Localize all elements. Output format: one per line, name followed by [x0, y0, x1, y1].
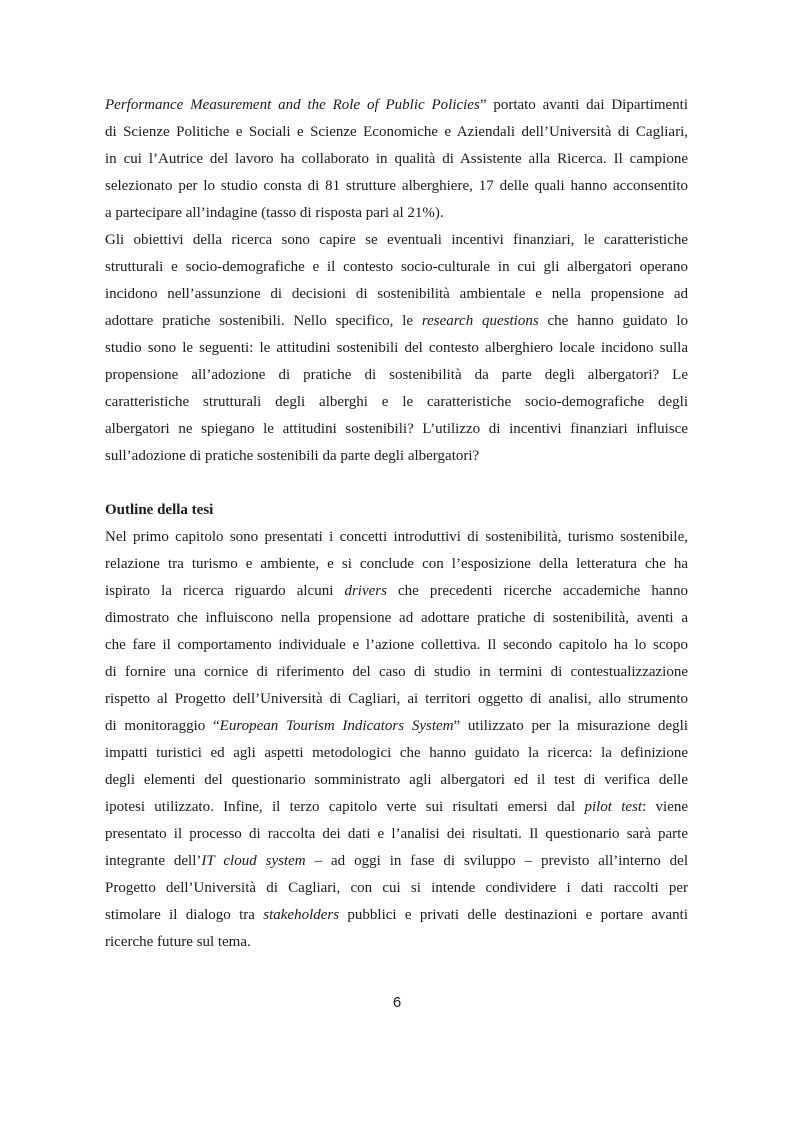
text-line: presentato il processo di raccolta dei dati e l’analisi dei risultati. Il questionario sarà parte	[105, 826, 688, 842]
text-line: Nel primo capitolo sono presentati i concetti introduttivi di sostenibilità, turismo sostenibile,	[105, 529, 688, 545]
text-line	[105, 848, 688, 875]
text-line	[105, 92, 688, 119]
text-span: ” utilizzato per la misurazione degli	[453, 718, 688, 734]
text-span: che precedenti ricerche accademiche hanno	[386, 583, 688, 599]
text-line: di fornire una cornice di riferimento del caso di studio in termini di contestualizzazione	[105, 664, 688, 680]
text-span: ” portato avanti dai Dipartimenti	[479, 97, 688, 113]
text-line: relazione tra turismo e ambiente, e si conclude con l’esposizione della letteratura che ha	[105, 556, 688, 572]
text-line: ricerche future sul tema.	[105, 934, 251, 950]
text-line: che fare il comportamento individuale e l’azione collettiva. Il secondo capitolo ha lo scopo	[105, 637, 688, 653]
text-line	[105, 902, 688, 929]
page-body	[105, 92, 688, 956]
text-line: caratteristiche strutturali degli alberghi e le caratteristiche socio-demografiche degli	[105, 394, 688, 410]
text-line: strutturali e socio-demografiche e il contesto socio-culturale in cui gli albergatori operano	[105, 259, 688, 275]
page-number: 6	[392, 994, 402, 1011]
italic-term: IT cloud system	[201, 853, 306, 869]
text-line	[105, 308, 688, 335]
text-span: ipotesi utilizzato. Infine, il terzo capitolo verte sui risultati emersi dal	[105, 799, 585, 815]
text-line: di Scienze Politiche e Sociali e Scienze Economiche e Aziendali dell’Università di Cagliari,	[105, 124, 688, 140]
text-line: studio sono le seguenti: le attitudini sostenibili del contesto alberghiero locale incidono sulla	[105, 340, 688, 356]
text-span: che hanno guidato lo	[538, 313, 688, 329]
text-span: adottare pratiche sostenibili. Nello specifico, le	[105, 313, 422, 329]
text-line: degli elementi del questionario somministrato agli albergatori ed il test di verifica delle	[105, 772, 688, 788]
text-line	[105, 713, 688, 740]
text-line: albergatori ne spiegano le attitudini sostenibili? L’utilizzo di incentivi finanziari influisce	[105, 421, 688, 437]
paragraph-intro-continuation	[105, 92, 688, 227]
project-title-italic: Performance Measurement and the Role of Public Policies	[105, 97, 480, 113]
text-line: Progetto dell’Università di Cagliari, con cui si intende condividere i dati raccolti per	[105, 880, 688, 896]
text-span: stimolare il dialogo tra	[105, 907, 264, 923]
text-line: Gli obiettivi della ricerca sono capire se eventuali incentivi finanziari, le caratteristiche	[105, 232, 688, 248]
italic-term: stakeholders	[263, 907, 340, 923]
section-heading: Outline della tesi	[105, 502, 214, 518]
text-span: – ad oggi in fase di sviluppo – previsto all’interno del	[305, 853, 688, 869]
text-line: a partecipare all’indagine (tasso di risposta pari al 21%).	[105, 205, 444, 221]
text-line: impatti turistici ed agli aspetti metodologici che hanno guidato la ricerca: la definizione	[105, 745, 688, 761]
text-span: pubblici e privati delle destinazioni e portare avanti	[339, 907, 689, 923]
italic-term: European Tourism Indicators System	[219, 718, 454, 734]
paragraph-objectives	[105, 227, 688, 470]
text-line: in cui l’Autrice del lavoro ha collaborato in qualità di Assistente alla Ricerca. Il campione	[105, 151, 688, 167]
text-span: ispirato la ricerca riguardo alcuni	[105, 583, 345, 599]
italic-term: research questions	[421, 313, 539, 329]
italic-term: drivers	[344, 583, 387, 599]
italic-term: pilot test	[584, 799, 643, 815]
text-span: integrante dell’	[105, 853, 202, 869]
text-line: sull’adozione di pratiche sostenibili da parte degli albergatori?	[105, 448, 480, 464]
text-span: di monitoraggio “	[105, 718, 220, 734]
text-line: incidono nell’assunzione di decisioni di sostenibilità ambientale e nella propensione ad	[105, 286, 688, 302]
text-line	[105, 794, 688, 821]
text-span: : viene	[642, 799, 689, 815]
section-spacer	[105, 470, 688, 497]
text-line	[105, 578, 688, 605]
section-outline	[105, 497, 688, 956]
text-line: rispetto al Progetto dell’Università di Cagliari, ai territori oggetto di analisi, allo strumento	[105, 691, 688, 707]
text-line: propensione all’adozione di pratiche di sostenibilità da parte degli albergatori? Le	[105, 367, 688, 383]
text-line: selezionato per lo studio consta di 81 strutture alberghiere, 17 delle quali hanno acconsentito	[105, 178, 688, 194]
text-line: dimostrato che influiscono nella propensione ad adottare pratiche di sostenibilità, aventi a	[105, 610, 688, 626]
